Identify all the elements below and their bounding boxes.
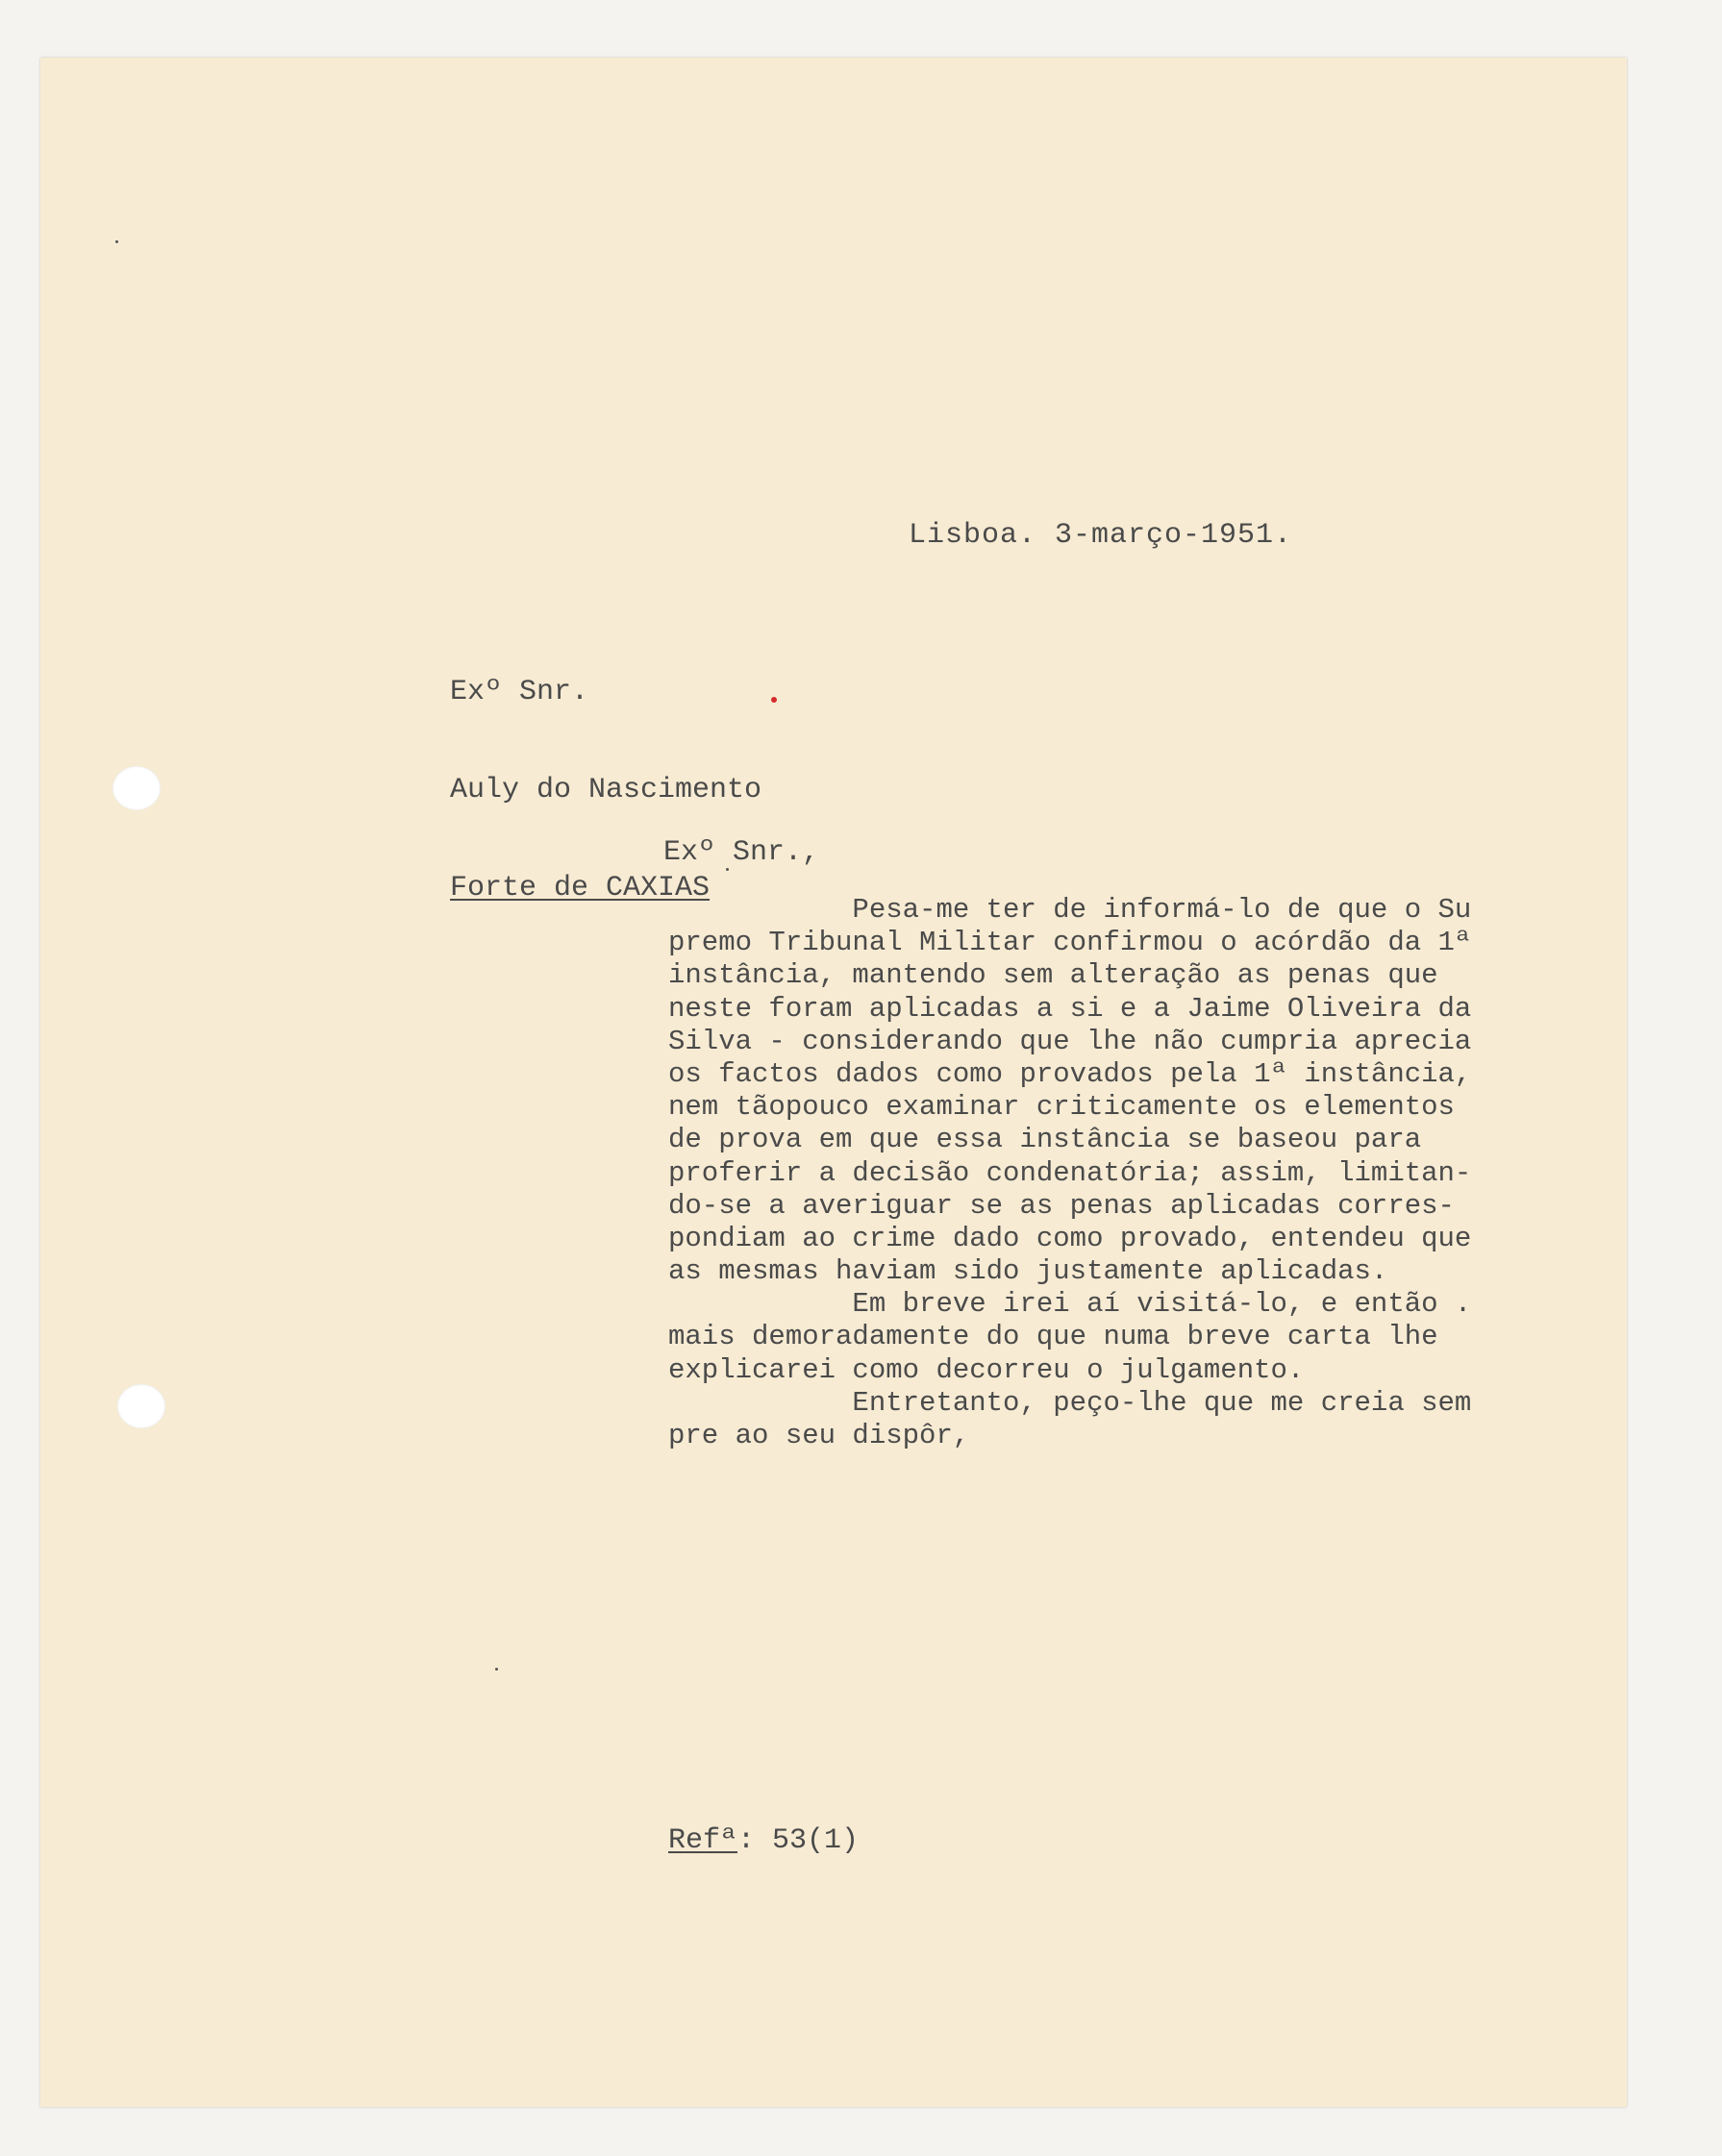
body-line: os factos dados como provados pela 1ª instância,: [668, 1057, 1472, 1090]
reference: [668, 1824, 859, 1857]
body-line: de prova em que essa instância se baseou para: [668, 1124, 1422, 1156]
body-line: mais demoradamente do que numa breve carta lhe: [668, 1321, 1438, 1353]
body-line: explicarei como decorreu o julgamento.: [668, 1353, 1305, 1386]
body-line: proferir a decisão condenatória; assim, limitan-: [668, 1156, 1472, 1189]
body-line: Pesa-me ter de informá-lo de que o Su: [668, 894, 1472, 926]
body-line: premo Tribunal Militar confirmou o acórdão da 1ª: [668, 927, 1472, 959]
recipient-location: Forte de CAXIAS: [450, 872, 711, 905]
paper-speck: [115, 240, 118, 243]
letter-date: Lisboa. 3-março-1951.: [909, 519, 1293, 552]
body-line: instância, mantendo sem alteração as penas que: [668, 959, 1438, 992]
salutation: Exº Snr.,: [663, 836, 820, 869]
body-line: Entretanto, peço-lhe que me creia sem: [668, 1386, 1472, 1419]
body-line: nem tãopouco examinar criticamente os elementos: [668, 1091, 1455, 1124]
body-line: do-se a averiguar se as penas aplicadas corres-: [668, 1189, 1455, 1222]
body-line: Silva - considerando que lhe não cumpria aprecia: [668, 1025, 1472, 1057]
punch-hole-upper: [112, 766, 161, 810]
recipient-address: [450, 610, 761, 937]
reference-label: Refª: [668, 1824, 738, 1857]
letter-body: [668, 894, 1471, 1452]
recipient-title: Exº Snr.: [450, 676, 589, 708]
punch-hole-lower: [117, 1384, 165, 1428]
body-line: neste foram aplicadas a si e a Jaime Oliveira da: [668, 992, 1472, 1025]
paper-speck: [495, 1668, 498, 1671]
reference-value: : 53(1): [737, 1824, 860, 1857]
red-ink-dot: [771, 697, 777, 703]
body-line: pre ao seu dispôr,: [668, 1420, 970, 1451]
body-line: as mesmas haviam sido justamente aplicadas.: [668, 1255, 1388, 1288]
body-line: pondiam ao crime dado como provado, entendeu que: [668, 1222, 1472, 1254]
body-line: Em breve irei aí visitá-lo, e então .: [668, 1288, 1472, 1321]
recipient-name: Auly do Nascimento: [450, 774, 762, 806]
